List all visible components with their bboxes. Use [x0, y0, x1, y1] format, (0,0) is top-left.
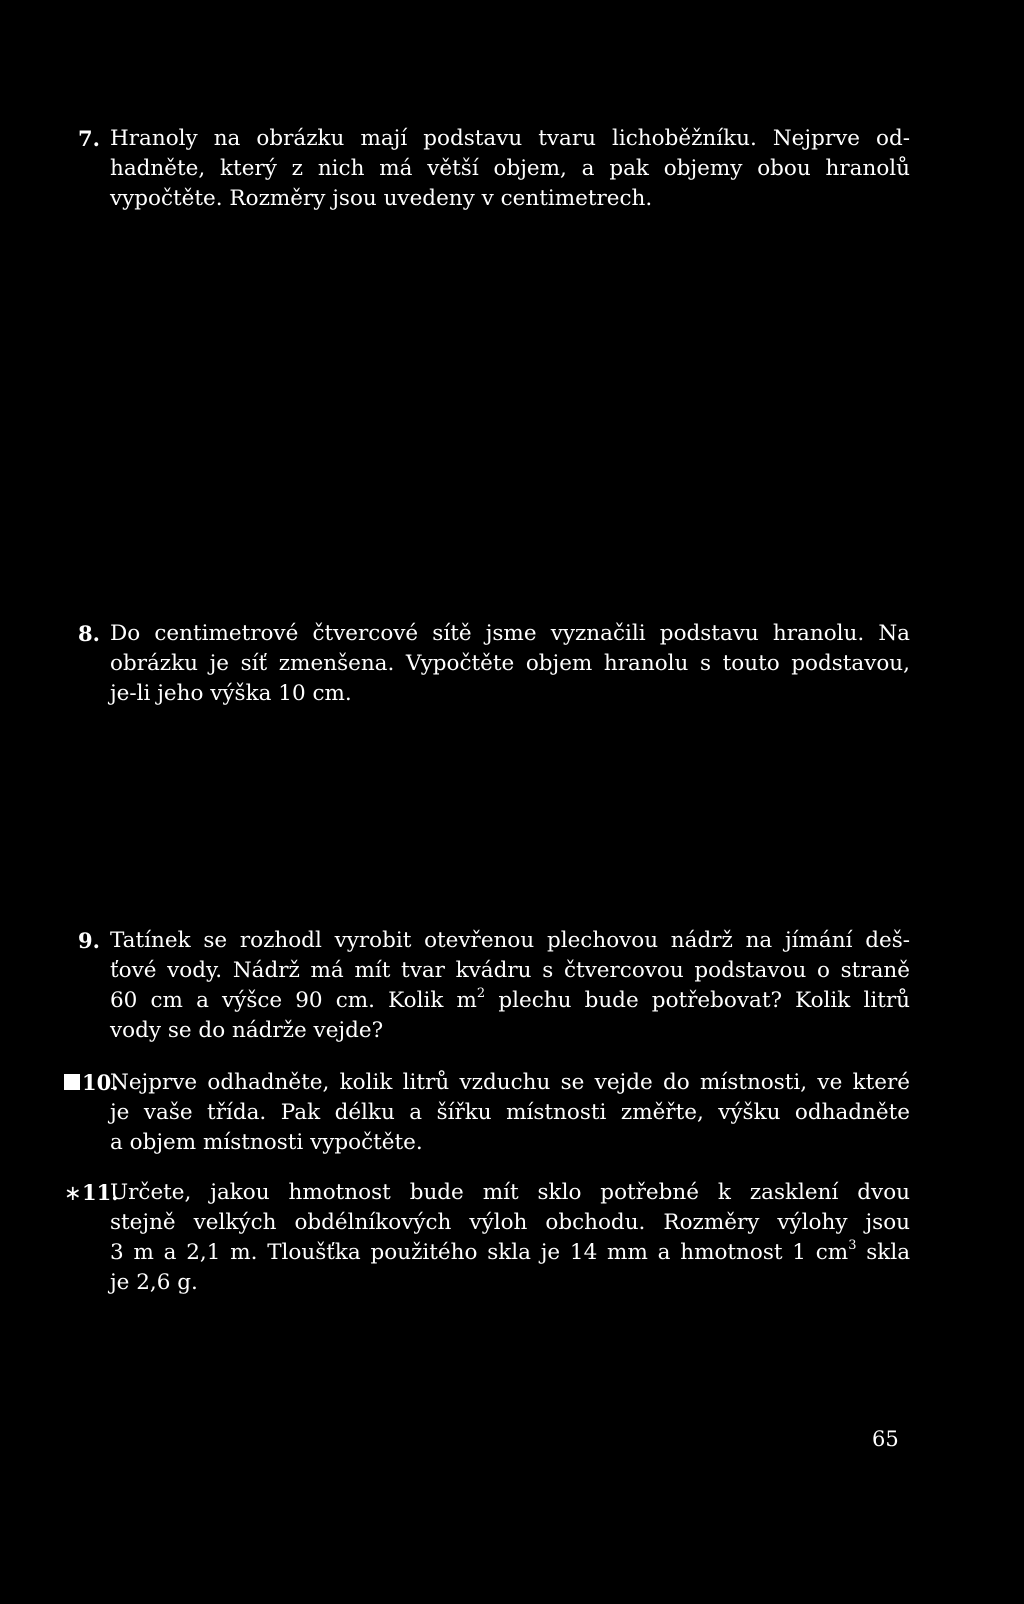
problem-number: 7.: [78, 126, 100, 151]
problem-text-line: [110, 986, 910, 1016]
problem-text-line: hadněte, který z nich má větší objem, a pak objemy obou hranolů: [110, 156, 910, 181]
text-segment: skla: [856, 1240, 911, 1265]
problem-text-line: stejně velkých obdélníkových výloh obchodu. Rozměry výlohy jsou: [110, 1210, 910, 1235]
problem-text-line: je-li jeho výška 10 cm.: [110, 681, 352, 706]
star-marker: ∗: [64, 1181, 82, 1205]
problem-text-line: a objem místnosti vypočtěte.: [110, 1130, 423, 1155]
problem-text-line: Tatínek se rozhodl vyrobit otevřenou plechovou nádrž na jímání deš-: [110, 928, 910, 953]
problem-number: 8.: [78, 621, 100, 646]
required-square-marker: [64, 1074, 80, 1090]
problem-text-line: ťové vody. Nádrž má mít tvar kvádru s čtvercovou podstavou o straně: [110, 958, 910, 983]
problem-number: 10.: [82, 1070, 119, 1095]
superscript: 3: [848, 1237, 857, 1253]
problem-text-line: vody se do nádrže vejde?: [110, 1018, 384, 1043]
problem-text-line: [110, 1238, 910, 1268]
page-number: 65: [872, 1427, 899, 1451]
problem-text-line: obrázku je síť zmenšena. Vypočtěte objem hranolu s touto podstavou,: [110, 651, 910, 676]
text-segment: plechu bude potřebovat? Kolik litrů: [485, 988, 910, 1013]
problem-text-line: Nejprve odhadněte, kolik litrů vzduchu se vejde do místnosti, ve které: [110, 1070, 910, 1095]
problem-text-line: je 2,6 g.: [110, 1270, 198, 1295]
problem-text-line: Do centimetrové čtvercové sítě jsme vyznačili podstavu hranolu. Na: [110, 621, 910, 646]
problem-number: 9.: [78, 928, 100, 953]
problem-text-line: Hranoly na obrázku mají podstavu tvaru lichoběžníku. Nejprve od-: [110, 126, 910, 151]
problem-text-line: Určete, jakou hmotnost bude mít sklo potřebné k zasklení dvou: [110, 1180, 910, 1205]
text-segment: 60 cm a výšce 90 cm. Kolik m: [110, 988, 477, 1013]
problem-text-line: je vaše třída. Pak délku a šířku místnosti změřte, výšku odhadněte: [110, 1100, 910, 1125]
problem-number: 11.: [82, 1180, 119, 1205]
problem-text-line: vypočtěte. Rozměry jsou uvedeny v centimetrech.: [110, 186, 653, 211]
text-segment: 3 m a 2,1 m. Tloušťka použitého skla je 14 mm a hmotnost 1 cm: [110, 1240, 849, 1265]
superscript: 2: [476, 985, 486, 1001]
